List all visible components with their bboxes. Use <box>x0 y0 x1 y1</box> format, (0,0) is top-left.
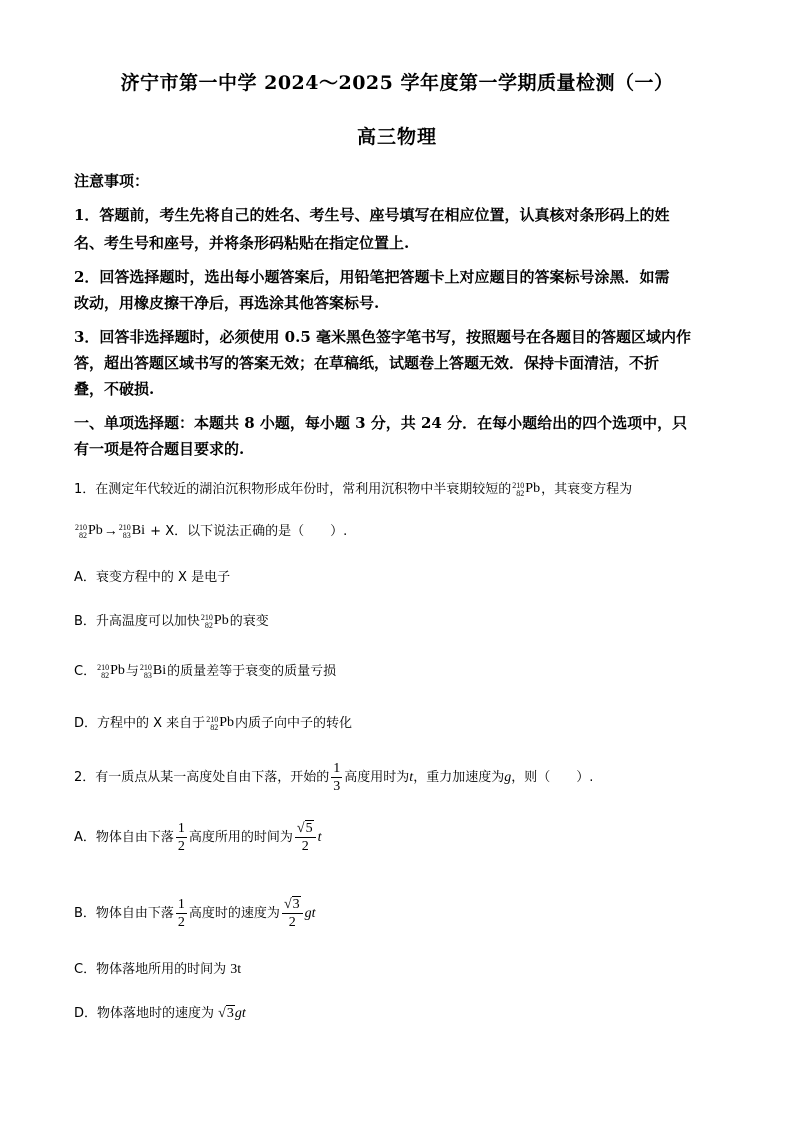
note-2-line-2: 改动，用橡皮擦干净后，再选涂其他答案标号. <box>74 294 380 312</box>
pb-nuclide <box>206 715 234 731</box>
q1-option-b-text-a: B．升高温度可以加快 <box>74 614 200 629</box>
exam-title: 济宁市第一中学 2024～2025 学年度第一学期质量检测（一） <box>120 72 674 94</box>
q2-option-b-text-b: 高度时的速度为 <box>188 906 280 921</box>
q1-option-c-label: C． <box>74 664 97 679</box>
pb-nuclide <box>201 613 229 629</box>
q1-option-b-text-b: 的衰变 <box>229 614 269 629</box>
q2-option-d-text: D．物体落地时的速度为 <box>74 1006 219 1021</box>
q2-option-a <box>74 820 724 855</box>
answer-fraction: $\frac{√3}{2}$ <box>282 896 303 931</box>
q1-option-d-text-a: D．方程中的 X 来自于 <box>74 716 206 731</box>
note-3-line-3: 叠，不破损. <box>74 380 155 398</box>
answer-fraction: $\frac{√5}{2}$ <box>295 820 316 855</box>
pb-symbol: Pb <box>213 613 229 629</box>
bi-symbol: Bi <box>131 523 146 539</box>
q2-option-a-text-b: 高度所用的时间为 <box>188 830 293 845</box>
pb-mass: 210 <box>200 612 213 622</box>
bi-nuclide <box>140 663 166 679</box>
note-2-line-1: 2．回答选择题时，选出每小题答案后，用铅笔把答题卡上对应题目的答案标号涂黑．如需 <box>74 268 670 286</box>
pb-mass: 210 <box>97 662 110 672</box>
q1-option-b <box>74 610 724 630</box>
q1-stem-text-b: ，其衰变方程为 <box>541 482 633 497</box>
exam-subject: 高三物理 <box>356 126 437 148</box>
bi-symbol: Bi <box>152 663 167 679</box>
q2-stem-text-c: ，重力加速度为 <box>413 770 505 785</box>
pb-symbol: Pb <box>219 715 234 731</box>
q2-stem-text-b: 高度用时为 <box>344 770 410 785</box>
bi-z: 83 <box>143 670 152 680</box>
pb-nuclide <box>512 481 540 497</box>
pb-symbol: Pb <box>88 523 103 539</box>
pb-z: 82 <box>204 620 213 630</box>
bi-z: 83 <box>122 530 131 540</box>
pb-nuclide <box>75 523 103 539</box>
bi-mass: 210 <box>139 662 152 672</box>
pb-symbol: Pb <box>525 481 541 497</box>
q2-option-c <box>74 958 724 978</box>
note-3-line-1: 3．回答非选择题时，必须使用 0.5 毫米黑色签字笔书写，按照题号在各题目的答题区域内作 <box>74 328 691 346</box>
sqrt-sign: √ <box>296 821 305 836</box>
pb-nuclide <box>97 663 125 679</box>
pb-z: 82 <box>210 722 219 732</box>
q1-equation <box>74 520 724 540</box>
answer-var: gt <box>234 1006 246 1021</box>
section-1-line-1: 一、单项选择题：本题共 8 小题，每小题 3 分，共 24 分．在每小题给出的四个选项中，只 <box>74 414 688 432</box>
q1-option-d-text-b: 内质子向中子的转化 <box>234 716 352 731</box>
q1-option-c-text-b: 的质量差等于衰变的质量亏损 <box>167 664 337 679</box>
q1-option-d <box>74 712 724 732</box>
bi-mass: 210 <box>118 522 131 532</box>
q2-option-d <box>74 1002 724 1022</box>
pb-mass: 210 <box>75 522 87 532</box>
note-3-line-2: 答，超出答题区域书写的答案无效；在草稿纸，试题卷上答题无效．保持卡面清洁，不折 <box>74 354 660 372</box>
q1-equation-tail: + X．以下说法正确的是（ ）. <box>146 524 348 539</box>
var-t: t <box>409 770 414 785</box>
fraction-one-half: $\frac{1}{2}$ <box>177 821 185 854</box>
section-1-line-2: 有一项是符合题目要求的. <box>74 440 245 458</box>
answer-var: gt <box>304 906 316 921</box>
pb-mass: 210 <box>512 480 525 490</box>
sqrt-sign: √ <box>218 1006 226 1021</box>
pb-z: 82 <box>516 488 525 498</box>
q1-option-c <box>74 660 724 680</box>
q2-option-b <box>74 896 724 931</box>
q2-option-a-text-a: A．物体自由下落 <box>74 830 174 845</box>
q2-stem-text-d: ，则（ ）. <box>511 770 594 785</box>
fraction-one-half: $\frac{1}{2}$ <box>177 897 185 930</box>
pb-symbol: Pb <box>110 663 125 679</box>
pb-mass: 210 <box>206 714 219 724</box>
bi-nuclide <box>119 523 145 539</box>
decay-arrow: → <box>103 524 118 539</box>
q2-stem-text-a: 2．有一质点从某一高度处自由下落，开始的 <box>74 770 330 785</box>
sqrt-sign: √ <box>283 897 292 912</box>
var-g: g <box>504 770 512 785</box>
note-1-line-1: 1．答题前，考生先将自己的姓名、考生号、座号填写在相应位置，认真核对条形码上的姓 <box>74 206 670 224</box>
q1-stem <box>74 478 724 498</box>
pb-z: 82 <box>101 670 110 680</box>
note-1-line-2: 名、考生号和座号，并将条形码粘贴在指定位置上. <box>74 234 410 252</box>
notes-heading: 注意事项： <box>74 172 150 190</box>
pb-z: 82 <box>79 530 87 540</box>
answer-var: t <box>317 830 322 845</box>
q1-stem-text-a: 1．在测定年代较近的湖泊沉积物形成年份时，常利用沉积物中半衰期较短的 <box>74 482 512 497</box>
q1-option-c-conj: 与 <box>125 664 139 679</box>
q2-option-c-text: C．物体落地所用的时间为 <box>74 962 231 977</box>
q2-stem <box>74 760 724 795</box>
answer-value: 3t <box>230 962 242 977</box>
fraction-one-third: $\frac{1}{3}$ <box>333 761 341 794</box>
answer-sqrt: √3 <box>218 1006 234 1021</box>
q2-option-b-text-a: B．物体自由下落 <box>74 906 174 921</box>
q1-option-a: A．衰变方程中的 X 是电子 <box>74 570 231 585</box>
